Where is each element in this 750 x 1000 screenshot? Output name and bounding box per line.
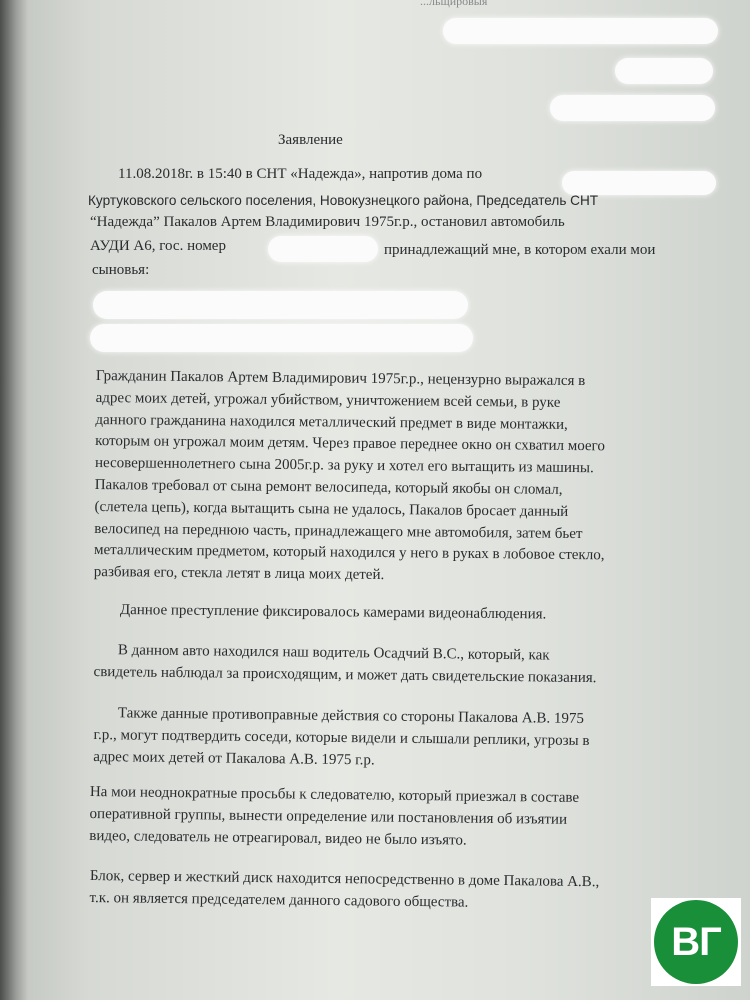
document-title: Заявление <box>278 132 343 148</box>
paragraph-1-line-3: “Надежда” Пакалов Артем Владимирович 1975г.р., остановил автомобиль <box>90 214 565 230</box>
redaction-header-1 <box>443 18 718 44</box>
paragraph-6: На мои неоднократные просьбы к следователю, который приезжал в составе оперативной группы, вынести определение или постановления об изъятии видео, следователь не отреагировал, видео не было изъято. <box>89 783 580 849</box>
vg-logo <box>651 898 741 986</box>
redaction-son-2 <box>90 324 473 352</box>
paragraph-7: Блок, сервер и жесткий диск находится непосредственно в доме Пакалова А.В., т.к. он является председателем данного садового общества. <box>89 867 600 911</box>
top-cutoff-text: ...льщировыя <box>420 0 488 8</box>
paragraph-5: Также данные противоправные действия со стороны Пакалова А.В. 1975 г.р., могут подтвердить соседи, которые видели и слышали реплики, угрозы в адрес моих детей от Пакалова А.В. 1975 г.р. <box>93 705 590 769</box>
vg-logo-circle: ВГ <box>654 900 738 984</box>
paragraph-4: В данном авто находился наш водитель Осадчий В.С., который, как свидетель наблюдал за происходящим, и может дать свидетельские показания. <box>93 642 597 686</box>
redaction-header-3 <box>550 95 715 121</box>
paragraph-1-line-4-end: принадлежащий мне, в котором ехали мои <box>384 242 656 258</box>
redaction-son-1 <box>93 291 468 319</box>
paragraph-1-line-4-start: АУДИ А6, гос. номер <box>90 238 226 254</box>
paragraph-2: Гражданин Пакалов Артем Владимирович 1975г.р., нецензурно выражался в адрес моих детей, угрожал убийством, уничтожением всей семьи, в руке данного гражданина находился металлический предмет в виде монтажки, которым он угрожал моим детям. Через правое переднее окно он схватил моего несовершеннолетнего сына 2005г.р. за руку и хотел его вытащить из машины. Пакалов требовал от сына ремонт велосипеда, который якобы он сломал, (слетела цепь), когда вытащить сына не удалось, Пакалов бросает данный велосипед на переднюю часть, принадлежащего мне автомобиля, затем бьет металлическим предметом, который находился у него в руках в лобовое стекло, разбивая его, стекла летят в лица моих детей. <box>93 367 605 584</box>
page-edge-shadow <box>0 0 28 1000</box>
paragraph-1-line-5: сыновья: <box>92 262 150 278</box>
paragraph-3: Данное преступление фиксировалось камерами видеонаблюдения. <box>119 601 547 623</box>
redaction-header-2 <box>615 58 713 84</box>
paragraph-1-line-1: 11.08.2018г. в 15:40 в СНТ «Надежда», напротив дома по <box>118 166 483 182</box>
paragraph-1-line-2: Куртуковского сельского поселения, Новокузнецкого района, Председатель СНТ <box>88 193 599 208</box>
redaction-plate-number <box>268 236 378 262</box>
